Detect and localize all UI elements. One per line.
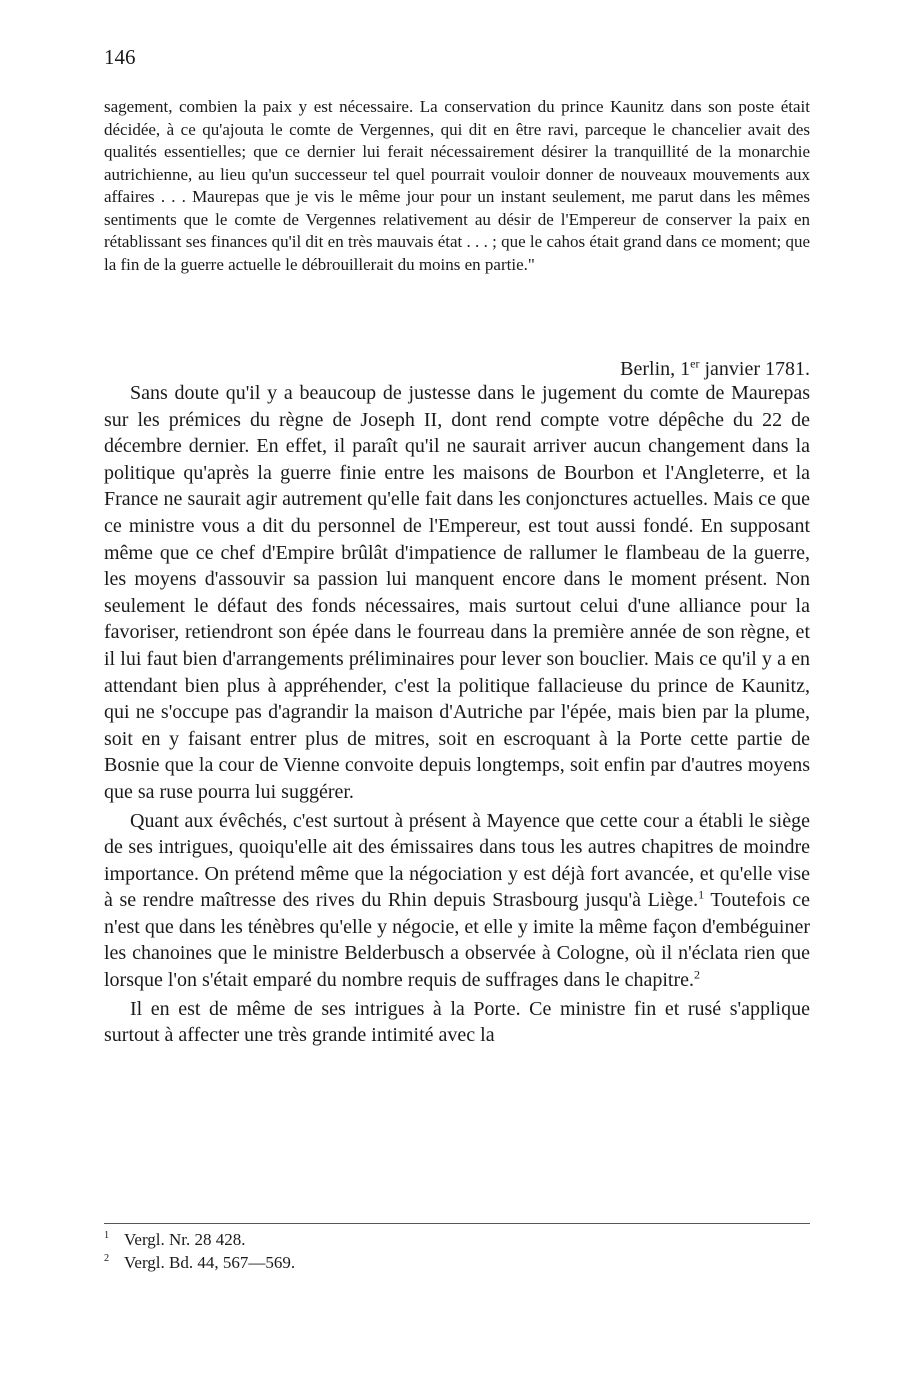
paragraph-1: Sans doute qu'il y a beaucoup de justesse dans le jugement du comte de Maurepas sur les prémices du règne de Joseph II, dont rend compte votre dépêche du 22 de décembre dernier. En effet, il paraît qu'il ne saurait arriver aucun changement dans la politique qu'après la guerre finie entre les maisons de Bourbon et l'Angleterre, et la France ne saurait agir autrement qu'elle fait dans les conjonctures actuelles. Mais ce que ce ministre vous a dit du personnel de l'Empereur, est tout aussi fondé. En supposant même que ce chef d'Empire brûlât d'impatience de rallumer le flambeau de la guerre, les moyens d'assouvir sa passion lui manquent encore dans le moment présent. Non seulement le défaut des fonds nécessaires, mais surtout celui d'une alliance pour la favoriser, retiendront son épée dans le fourreau dans la première année de son règne, et il lui faut bien d'arrangements préliminaires pour lever son bouclier. Mais ce qu'il y a en attendant bien plus à appréhender, c'est la politique fallacieuse du prince de Kaunitz, qui ne s'occupe pas d'agrandir la maison d'Autriche par l'épée, mais bien par la plume, soit en y faisant entrer plus de mitres, soit en escroquant à la Porte cette partie de Bosnie que la cour de Vienne convoite depuis longtemps, soit enfin par d'autres moyens que sa ruse pourra lui suggérer.	[104, 382, 810, 803]
footnotes	[104, 1228, 810, 1274]
footnote-ref-1: 1	[698, 887, 705, 902]
date-ordinal: er	[690, 356, 700, 371]
paragraph-3: Il en est de même de ses intrigues à la Porte. Ce ministre fin et rusé s'applique surtout à affecter une très grande intimité avec la	[104, 997, 810, 1047]
body-text	[104, 380, 810, 1049]
date-line	[620, 356, 810, 382]
footnote-ref-2: 2	[693, 967, 700, 982]
footnote-1: $^1$ Vergl. Nr. 28 428.	[104, 1230, 246, 1249]
date-rest: janvier 1781.	[699, 358, 810, 380]
paragraph-2-part-b: Toutefois ce n'est que dans les ténèbres qu'elle y négocie, et elle y imite la même façon d'embéguiner les chanoines que le ministre Belderbusch a observée à Cologne, où il n'éclata rien que lorsque l'on s'était emparé du nombre requis de suffrages dans le chapitre.	[104, 889, 811, 992]
date-place: Berlin, 1	[620, 358, 691, 380]
paragraph-2	[104, 808, 810, 994]
quoted-passage: sagement, combien la paix y est nécessaire. La conservation du prince Kaunitz dans son poste était décidée, à ce qu'ajouta le comte de Vergennes, qui dit en être ravi, parceque le chancelier avait des qualités essentielles; que ce dernier lui ferait nécessairement désirer la tranquillité de la monarchie autrichienne, au lieu qu'un successeur tel quel pourrait vouloir donner de nouveaux mouvements aux affaires . . . Maurepas que je vis le même jour pour un instant seulement, me parut dans les mêmes sentiments que le comte de Vergennes relativement au désir de l'Empereur de conserver la paix en rétablissant ses finances qu'il dit en très mauvais état . . . ; que le cahos était grand dans ce moment; que la fin de la guerre actuelle le débrouillerait du moins en partie."	[104, 97, 810, 274]
paragraph-2-part-a: Quant aux évêchés, c'est surtout à présent à Mayence que cette cour a établi le siège de ses intrigues, quoiqu'elle ait des émissaires dans tous les autres chapitres de moindre importance. On prétend même que la négociation y est déjà fort avancée, et qu'elle vise à se rendre maîtresse des rives du Rhin depuis Strasbourg jusqu'à Liège.	[104, 809, 810, 912]
footnote-2-text: Vergl. Bd. 44, 567—569.	[124, 1253, 296, 1272]
footnote-divider	[104, 1223, 810, 1224]
footnote-2: $^2$ Vergl. Bd. 44, 567—569.	[104, 1253, 296, 1272]
page-number: 146	[104, 45, 136, 69]
footnote-1-text: Vergl. Nr. 28 428.	[124, 1230, 246, 1249]
